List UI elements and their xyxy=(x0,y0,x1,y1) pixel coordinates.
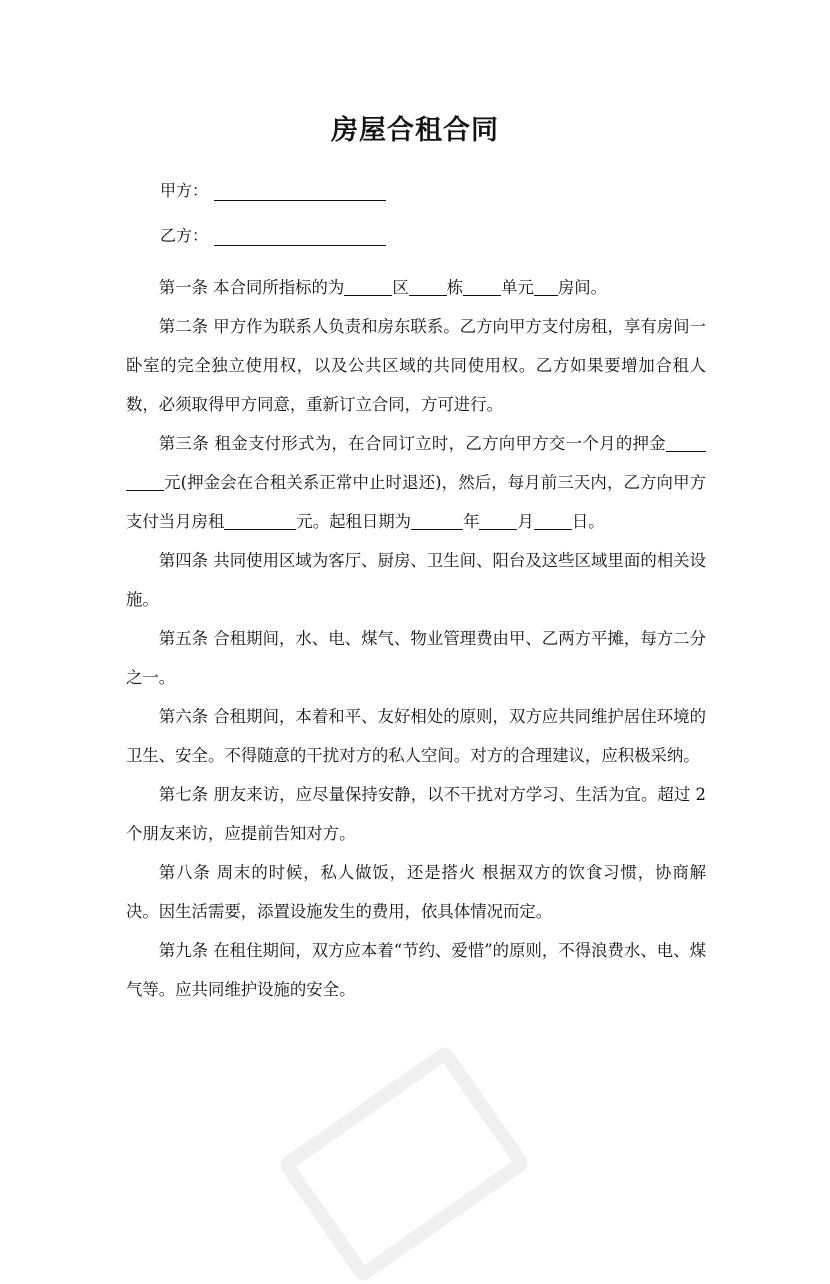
blank xyxy=(463,277,501,296)
clause-text: 第一条 本合同所指标的为 xyxy=(158,278,345,297)
party-a-label: 甲方： xyxy=(160,181,209,200)
blank xyxy=(534,277,558,296)
party-a-field xyxy=(160,178,386,201)
contract-body xyxy=(126,268,706,1009)
clause-6: 第六条 合租期间，本着和平、友好相处的原则，双方应共同维护居住环境的卫生、安全。不得随意的干扰对方的私人空间。对方的合理建议，应积极采纳。 xyxy=(126,707,706,765)
clause-text: 栋 xyxy=(446,278,464,297)
watermark-logo xyxy=(276,1044,531,1284)
clause-9: 第九条 在租住期间，双方应本着“节约、爱惜”的原则，不得浪费水、电、煤气等。应共同维护设施的安全。 xyxy=(126,941,706,999)
clause-2: 第二条 甲方作为联系人负责和房东联系。乙方向甲方支付房租，享有房间一卧室的完全独立使用权，以及公共区域的共同使用权。乙方如果要增加合租人数，必须取得甲方同意，重新订立合同，方可进行。 xyxy=(126,317,706,414)
party-b-blank xyxy=(214,229,386,246)
party-b-field xyxy=(160,223,386,246)
blank xyxy=(409,277,447,296)
clause-text: 年 xyxy=(463,512,480,531)
blank xyxy=(534,511,572,530)
clause-1 xyxy=(126,268,706,307)
clause-text: 日。 xyxy=(571,512,605,531)
blank xyxy=(344,277,392,296)
clause-text: 元。起租日期为 xyxy=(296,512,412,531)
clause-text: 房间。 xyxy=(557,278,608,297)
blank xyxy=(666,433,706,452)
clause-7: 第七条 朋友来访，应尽量保持安静，以不干扰对方学习、生活为宜。超过 2 个朋友来访，应提前告知对方。 xyxy=(126,785,706,843)
clause-text: 第三条 租金支付形式为，在合同订立时，乙方向甲方交一个月的押金 xyxy=(158,434,666,453)
clause-5: 第五条 合租期间，水、电、煤气、物业管理费由甲、乙两方平摊，每方二分之一。 xyxy=(126,629,706,687)
clause-text: 单元 xyxy=(501,278,534,297)
clause-text: 区 xyxy=(392,278,409,297)
blank xyxy=(479,511,517,530)
party-a-blank xyxy=(214,184,386,201)
blank xyxy=(224,511,296,530)
blank xyxy=(411,511,463,530)
clause-3 xyxy=(126,424,706,541)
clause-text: 元(押金会在合租关系正常中止时退还)，然后，每月前三天内，乙方向甲方支付当月房租 xyxy=(126,473,706,531)
party-b-label: 乙方： xyxy=(160,226,209,245)
clause-8: 第八条 周末的时候，私人做饭，还是搭火 根据双方的饮食习惯，协商解决。因生活需要，添置设施发生的费用，依具体情况而定。 xyxy=(126,863,706,921)
blank xyxy=(126,472,164,491)
clause-text: 月 xyxy=(517,512,534,531)
document-title: 房屋合租合同 xyxy=(331,115,499,146)
clause-4: 第四条 共同使用区域为客厅、厨房、卫生间、阳台及这些区域里面的相关设施。 xyxy=(126,551,706,609)
